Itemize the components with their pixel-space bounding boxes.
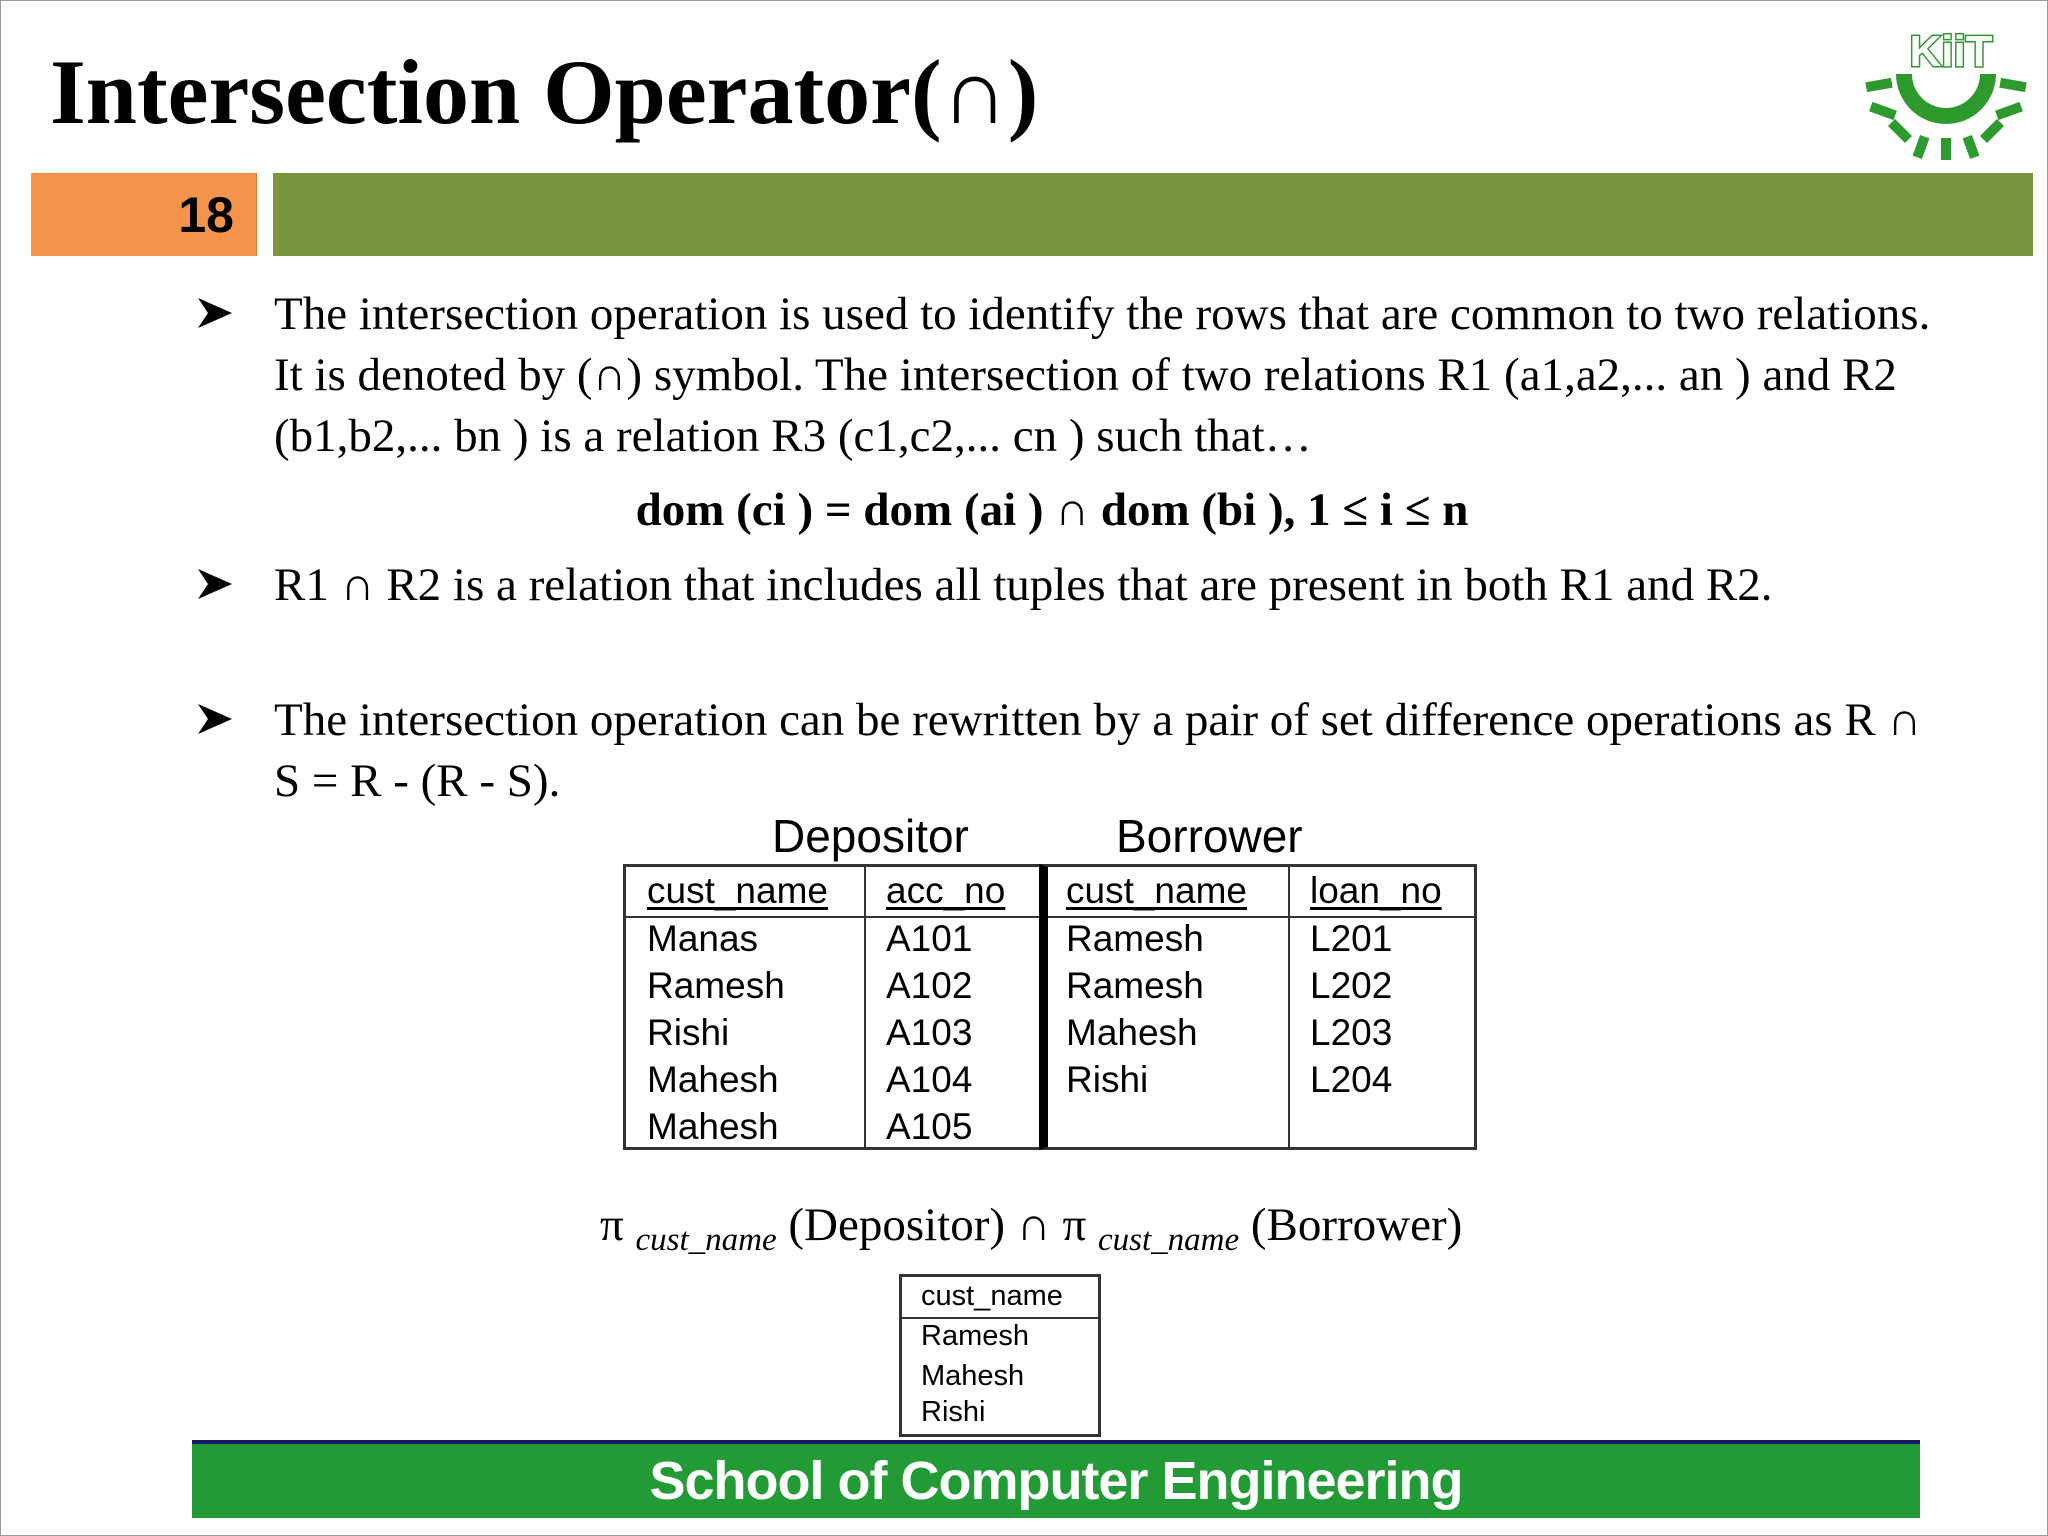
slide-number: 18 [178, 187, 234, 243]
column-divider [1288, 867, 1290, 1147]
table-cell: Ramesh [647, 965, 785, 1006]
table-cell: Manas [647, 918, 759, 959]
arrow-bullet-icon [196, 700, 234, 738]
arrow-bullet-icon [196, 294, 234, 332]
logo-text: KiiT [1909, 27, 1993, 76]
table-cell: Mahesh [1066, 1012, 1198, 1053]
table-cell: Mahesh [647, 1106, 779, 1147]
expression-text: (Borrower) [1250, 1199, 1463, 1251]
table-cell: Mahesh [921, 1360, 1025, 1392]
borrower-caption: Borrower [1116, 810, 1303, 862]
result-table [899, 1274, 1101, 1437]
table-cell: L204 [1310, 1059, 1393, 1100]
pi-symbol: π [600, 1199, 624, 1251]
column-header: cust_name [1066, 870, 1247, 911]
column-header: acc_no [886, 870, 1006, 911]
bullet-text: The intersection operation is used to identify the rows that are common to two relations. It is denoted by (∩) symbol. The intersection of two relations R1 (a1,a2,... an ) and R2 (b1,b2,... bn ) is a relation R3 (c1,c2,... cn ) such that… [274, 288, 1931, 462]
table-cell: L201 [1310, 918, 1393, 959]
column-divider [864, 867, 866, 1147]
expression-text: (Depositor) ∩ π [788, 1199, 1087, 1251]
column-header: loan_no [1310, 870, 1442, 911]
bullet-text: R1 ∩ R2 is a relation that includes all tuples that are present in both R1 and R2. [274, 559, 1773, 611]
table-cell: L203 [1310, 1012, 1393, 1053]
table-cell: Rishi [1066, 1059, 1149, 1100]
footer-text: School of Computer Engineering [649, 1451, 1463, 1511]
table-cell: Ramesh [1066, 965, 1204, 1006]
table-cell: A102 [886, 965, 973, 1006]
kiit-logo [1856, 22, 2036, 160]
table-cell: L202 [1310, 965, 1393, 1006]
table-cell: A103 [886, 1012, 973, 1053]
projection-subscript: cust_name [635, 1222, 777, 1258]
table-cell: Rishi [921, 1396, 986, 1428]
depositor-table [623, 864, 1043, 1150]
table-cell: Rishi [647, 1012, 730, 1053]
slide-title: Intersection Operator(∩) [50, 41, 1039, 143]
column-header: cust_name [647, 870, 828, 911]
table-cell: Mahesh [647, 1059, 779, 1100]
header-bar [273, 173, 2033, 256]
borrower-table [1039, 864, 1477, 1150]
table-cell: Ramesh [921, 1320, 1029, 1352]
table-cell: Ramesh [1066, 918, 1204, 959]
table-cell: A105 [886, 1106, 973, 1147]
projection-subscript: cust_name [1097, 1222, 1240, 1258]
column-header: cust_name [921, 1280, 1063, 1312]
domain-formula: dom (ci ) = dom (ai ) ∩ dom (bi ), 1 ≤ i ≤ n [635, 484, 1469, 536]
table-cell: A104 [886, 1059, 973, 1100]
projection-expression [600, 1190, 1600, 1265]
table-cell: A101 [886, 918, 973, 959]
footer-banner [192, 1440, 1920, 1518]
slide-number-box [31, 173, 257, 256]
bullet-text: The intersection operation can be rewritten by a pair of set difference operations as R ∩ S = R - (R - S). [274, 694, 1922, 807]
arrow-bullet-icon [196, 565, 234, 603]
depositor-caption: Depositor [772, 810, 969, 862]
